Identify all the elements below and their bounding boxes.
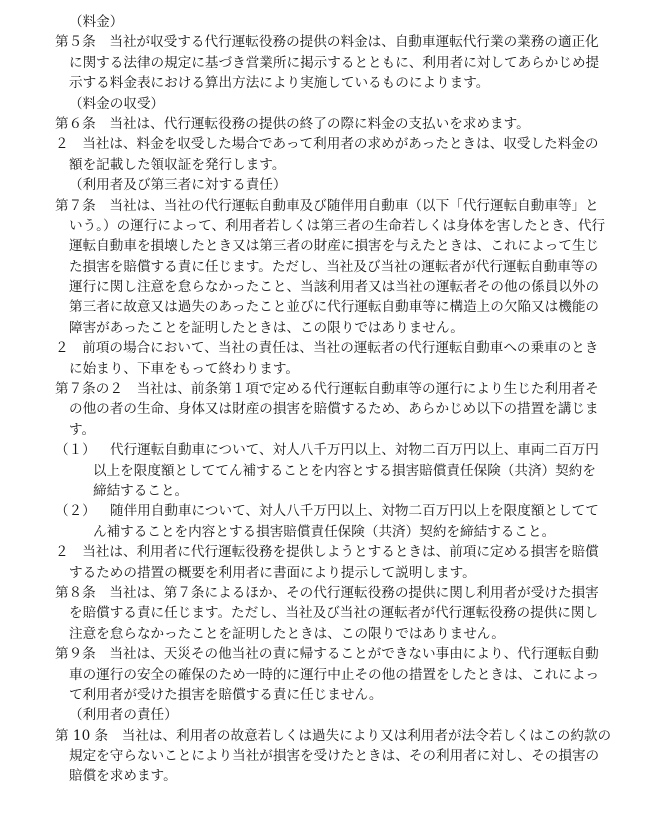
- paragraph-text: 前項の場合において、当社の責任は、当社の運転者の代行運転自動車への乗車のとき: [82, 340, 599, 357]
- article-heading: （利用者の責任）: [69, 707, 178, 724]
- item-text-line: ん補することを内容とする損害賠償責任保険（共済）契約を締結すること。: [93, 523, 556, 540]
- article-text: 当社は、利用者の故意若しくは過失により又は利用者が法令若しくはこの約款の: [121, 727, 612, 744]
- paragraph-number: ２: [55, 544, 69, 561]
- article-10: [55, 705, 671, 787]
- article-9: [55, 644, 671, 705]
- article-text-line: す。: [69, 421, 96, 438]
- article-first-line: [55, 726, 671, 746]
- paragraph-first-line: [55, 542, 671, 562]
- item-first-line: [55, 440, 671, 460]
- article-heading: （料金の収受）: [69, 95, 165, 112]
- article-text-line: て利用者が受けた損害を賠償する責に任じません。: [69, 686, 383, 703]
- article-text-line: 運行に関し注意を怠らなかったこと、当該利用者又は当社の運転者その他の係員以外の: [69, 279, 600, 296]
- article-text-line: を賠償する責に任じます。ただし、当社及び当社の運転者が代行運転役務の提供に関し: [69, 605, 599, 622]
- article-text: 当社は、第７条によるほか、その代行運転役務の提供に関し利用者が受けた損害: [109, 584, 599, 601]
- article-text-line: 運転自動車を損壊したとき又は第三者の財産に損害を与えたときは、これによって生じ: [69, 238, 600, 255]
- article-text: 当社は、前条第１項で定める代行運転自動車等の運行により生じた利用者そ: [136, 381, 599, 398]
- article-7: [55, 175, 671, 379]
- article-text: 当社は、当社の代行運転自動車及び随伴用自動車（以下「代行運転自動車等」と: [109, 197, 599, 214]
- article-first-line: [55, 32, 671, 52]
- item-text-line: 以上を限度額としててん補することを内容とする損害賠償責任保険（共済）契約を: [93, 462, 596, 479]
- paragraph-text: 当社は、利用者に代行運転役務を提供しようとするときは、前項に定める損害を賠償: [82, 544, 599, 561]
- article-first-line: [55, 196, 671, 216]
- article-text: 当社は、代行運転役務の提供の終了の際に料金の支払いを求めます。: [109, 115, 530, 132]
- article-first-line: [55, 644, 671, 664]
- article-number: 第５条: [55, 34, 96, 51]
- article-text-line: に関する法律の規定に基づき営業所に掲示するとともに、利用者に対してあらかじめ提: [69, 54, 600, 71]
- article-5: [55, 12, 671, 94]
- paragraph-text-line: するための措置の概要を利用者に書面により提示して説明します。: [69, 564, 476, 581]
- article-number: 第６条: [55, 115, 96, 132]
- article-text-line: 第三者に故意又は過失のあったこと並びに代行運転自動車等に構造上の欠陥又は機能の: [69, 299, 600, 316]
- article-number: 第８条: [55, 584, 96, 601]
- article-first-line: [55, 583, 671, 603]
- article-first-line: [55, 114, 671, 134]
- paragraph-text: 当社は、料金を収受した場合であって利用者の求めがあったときは、収受した料金の: [82, 136, 599, 153]
- item-number: （２）: [55, 503, 96, 520]
- article-text-line: 注意を怠らなかったことを証明したときは、この限りではありません。: [69, 625, 505, 642]
- paragraph-first-line: [55, 134, 671, 154]
- article-heading: （利用者及び第三者に対する責任）: [69, 177, 287, 194]
- article-first-line: [55, 379, 671, 399]
- article-number: 第 10 条: [55, 727, 109, 744]
- article-text-line: 賠償を求めます。: [69, 768, 177, 785]
- item-text-line: 締結すること。: [93, 482, 189, 499]
- article-text: 当社が収受する代行運転役務の提供の料金は、自動車運転代行業の業務の適正化: [109, 34, 599, 51]
- article-7-2: [55, 379, 671, 583]
- article-text: 当社は、天災その他当社の責に帰することができない事由により、代行運転自動: [109, 646, 599, 663]
- article-number: 第９条: [55, 646, 96, 663]
- paragraph-text-line: に始まり、下車をもって終わります。: [69, 360, 300, 377]
- article-text-line: 車の運行の安全の確保のため一時的に運行中止その他の措置をしたときは、これによっ: [69, 666, 600, 683]
- article-number: 第７条: [55, 197, 96, 214]
- article-text-line: いう。）の運行によって、利用者若しくは第三者の生命若しくは身体を害したとき、代行: [69, 217, 606, 234]
- article-8: [55, 583, 671, 644]
- article-6: [55, 94, 671, 176]
- article-number: 第７条の２: [55, 381, 123, 398]
- article-text-line: の他の者の生命、身体又は財産の損害を賠償するため、あらかじめ以下の措置を講じま: [69, 401, 599, 418]
- article-heading: （料金）: [69, 14, 124, 30]
- paragraph-number: ２: [55, 340, 69, 357]
- item-number: （１）: [55, 442, 96, 459]
- paragraph-first-line: [55, 338, 671, 358]
- item-text: 随伴用自動車について、対人八千万円以上、対物二百万円以上を限度額としてて: [110, 503, 599, 520]
- article-text-line: 示する料金表における算出方法により実施しているものによります。: [69, 75, 490, 92]
- article-text-line: 規定を守らないことにより当社が損害を受けたときは、その利用者に対し、その損害の: [69, 748, 600, 765]
- item-first-line: [55, 501, 671, 521]
- article-text-line: 障害があったことを証明したときは、この限りではありません。: [69, 319, 464, 336]
- item-text: 代行運転自動車について、対人八千万円以上、対物二百万円以上、車両二百万円: [110, 442, 599, 459]
- article-text-line: た損害を賠償する責に任じます。ただし、当社及び当社の運転者が代行運転自動車等の: [69, 258, 599, 275]
- paragraph-number: ２: [55, 136, 69, 153]
- paragraph-text-line: 額を記載した領収証を発行します。: [69, 156, 286, 173]
